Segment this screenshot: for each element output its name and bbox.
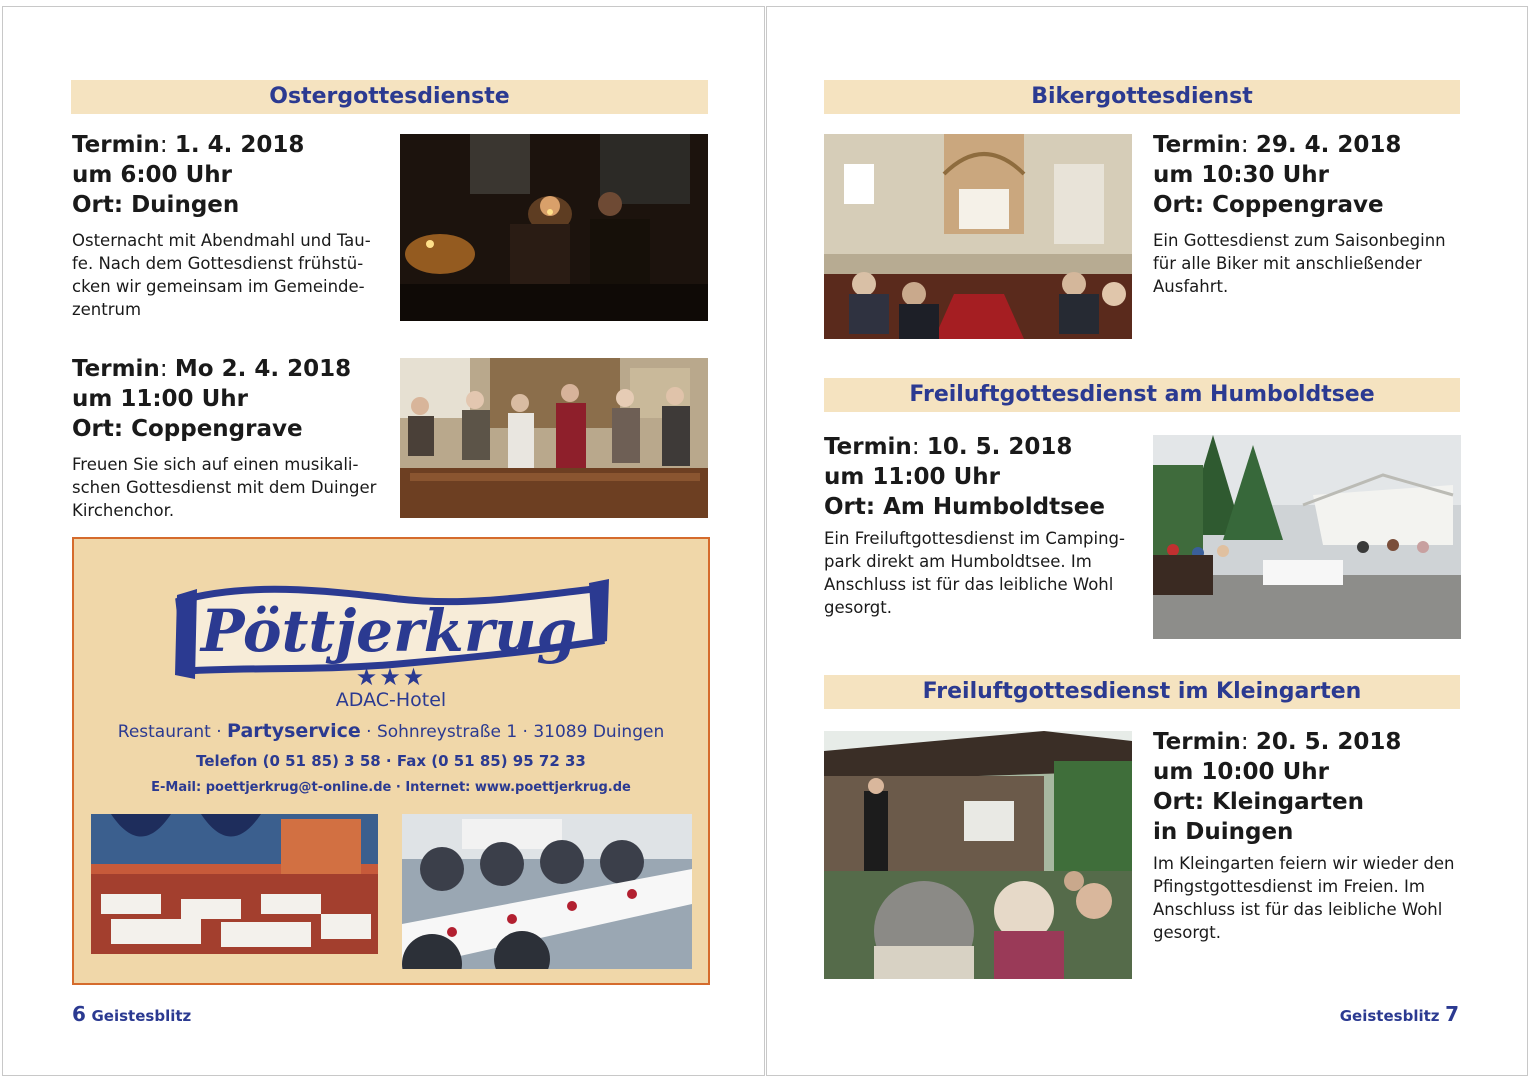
event-date: 20. 5. 2018 xyxy=(1255,729,1402,755)
description-line: Ausfahrt. xyxy=(1153,277,1229,296)
event-1-place: Ort: Duingen xyxy=(72,192,240,218)
kleingarten-place: Ort: Kleingarten xyxy=(1153,789,1364,815)
event-1-time: um 6:00 Uhr xyxy=(72,162,232,188)
event-2-description xyxy=(72,453,380,522)
page-7 xyxy=(766,6,1528,1076)
photo-restaurant-dining-room xyxy=(91,814,378,954)
description-line: Im Kleingarten feiern wir wieder den xyxy=(1153,854,1455,873)
photo-banquet-table xyxy=(402,814,692,969)
description-line: gesorgt. xyxy=(1153,923,1221,942)
humboldtsee-description xyxy=(824,527,1132,619)
event-1-termin-line: Termin: 1. 4. 2018 xyxy=(72,132,305,158)
publication-name: Geistesblitz xyxy=(1339,1007,1440,1025)
photo-church-interior-bikers xyxy=(824,134,1132,339)
photo-church-choir xyxy=(400,358,708,518)
ad-address-partyservice: Partyservice xyxy=(227,720,361,742)
kleingarten-time: um 10:00 Uhr xyxy=(1153,759,1329,785)
biker-time: um 10:30 Uhr xyxy=(1153,162,1329,188)
humboldtsee-place: Ort: Am Humboldtsee xyxy=(824,494,1105,520)
ad-phone: Telefon (0 51 85) 3 58 · Fax (0 51 85) 95 72 33 xyxy=(196,752,586,770)
termin-label: Termin xyxy=(1153,132,1241,158)
biker-termin-line: Termin: 29. 4. 2018 xyxy=(1153,132,1402,158)
event-date: 29. 4. 2018 xyxy=(1255,132,1402,158)
event-date: Mo 2. 4. 2018 xyxy=(174,356,352,382)
kleingarten-place-2: in Duingen xyxy=(1153,819,1294,845)
photo-easter-night-candles xyxy=(400,134,708,321)
termin-label: Termin xyxy=(1153,729,1241,755)
star-rating: ★★★ xyxy=(355,663,427,691)
publication-name: Geistesblitz xyxy=(91,1007,192,1025)
kleingarten-description xyxy=(1153,852,1461,944)
event-1-info xyxy=(72,130,392,220)
kleingarten-event-info xyxy=(1153,727,1473,847)
ad-address xyxy=(74,720,708,742)
ad-address-part: Restaurant · xyxy=(117,722,228,742)
kleingarten-termin-line: Termin: 20. 5. 2018 xyxy=(1153,729,1402,755)
page-6 xyxy=(2,6,765,1076)
humboldtsee-event-info xyxy=(824,432,1144,522)
description-line: Freuen Sie sich auf einen musikali- xyxy=(72,455,359,474)
event-2-time: um 11:00 Uhr xyxy=(72,386,248,412)
description-line: Ein Freiluftgottesdienst im Camping- xyxy=(824,529,1125,548)
advertisement-poettjerkrug xyxy=(72,537,710,985)
photo-outdoor-service-tent xyxy=(1153,435,1461,639)
termin-label: Termin xyxy=(72,356,160,382)
description-line: Osternacht mit Abendmahl und Tau- xyxy=(72,231,371,250)
description-line: Anschluss ist für das leibliche Wohl xyxy=(1153,900,1443,919)
description-line: cken wir gemeinsam im Gemeinde- xyxy=(72,277,365,296)
biker-place: Ort: Coppengrave xyxy=(1153,192,1384,218)
event-2-termin-line: Termin: Mo 2. 4. 2018 xyxy=(72,356,352,382)
biker-event-info xyxy=(1153,130,1473,220)
event-1-description xyxy=(72,229,380,321)
event-date: 1. 4. 2018 xyxy=(174,132,305,158)
ad-contact: E-Mail: poettjerkrug@t-online.de · Internet: www.poettjerkrug.de xyxy=(151,780,631,795)
description-line: zentrum xyxy=(72,300,142,319)
photo-garden-service xyxy=(824,731,1132,979)
event-2-place: Ort: Coppengrave xyxy=(72,416,303,442)
description-line: Ein Gottesdienst zum Saisonbeginn xyxy=(1153,231,1446,250)
section-title-kleingarten: Freiluftgottesdienst im Kleingarten xyxy=(824,675,1460,709)
section-title-bikergottesdienst: Bikergottesdienst xyxy=(824,80,1460,114)
section-title-ostergottesdienste: Ostergottesdienste xyxy=(71,80,708,114)
termin-label: Termin xyxy=(72,132,160,158)
footer-right xyxy=(1340,1002,1459,1026)
event-2-info xyxy=(72,354,392,444)
termin-label: Termin xyxy=(824,434,912,460)
humboldtsee-time: um 11:00 Uhr xyxy=(824,464,1000,490)
humboldtsee-termin-line: Termin: 10. 5. 2018 xyxy=(824,434,1073,460)
biker-description xyxy=(1153,229,1461,298)
ad-subtitle: ADAC-Hotel xyxy=(335,689,447,711)
event-date: 10. 5. 2018 xyxy=(926,434,1073,460)
description-line: Anschluss ist für das leibliche Wohl xyxy=(824,575,1114,594)
description-line: park direkt am Humboldtsee. Im xyxy=(824,552,1092,571)
description-line: für alle Biker mit anschließender xyxy=(1153,254,1422,273)
page-number: 7 xyxy=(1445,1002,1459,1026)
description-line: fe. Nach dem Gottesdienst frühstü- xyxy=(72,254,364,273)
footer-left xyxy=(72,1002,191,1026)
page-number: 6 xyxy=(72,1002,86,1026)
description-line: Pfingstgottesdienst im Freien. Im xyxy=(1153,877,1425,896)
description-line: Kirchenchor. xyxy=(72,501,175,520)
ad-address-part: · Sohnreystraße 1 · 31089 Duingen xyxy=(360,722,665,742)
section-title-humboldtsee: Freiluftgottesdienst am Humboldtsee xyxy=(824,378,1460,412)
description-line: gesorgt. xyxy=(824,598,892,617)
logo-text: Pöttjerkrug xyxy=(200,597,578,665)
description-line: schen Gottesdienst mit dem Duinger xyxy=(72,478,377,497)
